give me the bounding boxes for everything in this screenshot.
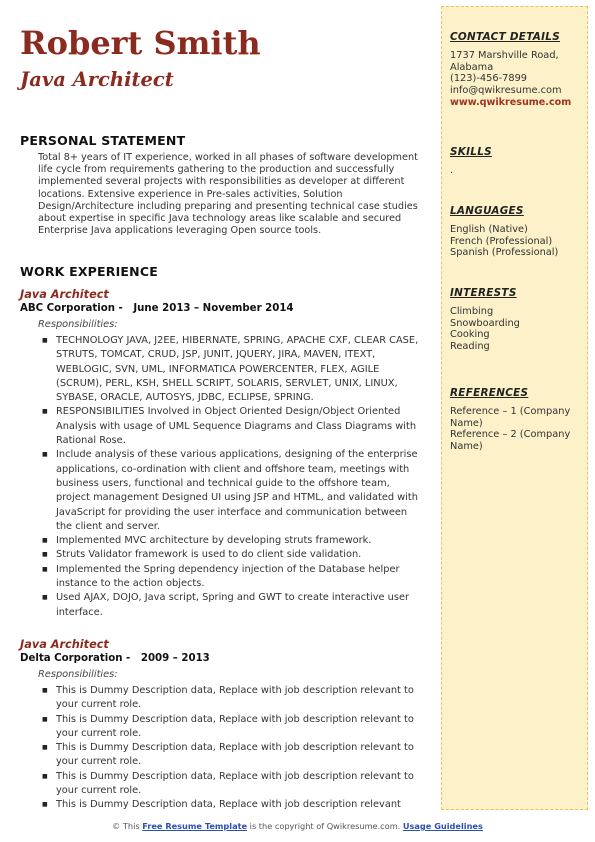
interest-item: Reading	[450, 341, 490, 353]
personal-statement-text: Total 8+ years of IT experience, worked in all phases of software development life cycle from requirements gathering to the production and successfully implemented several projects with responsibilities as developer at different locations. Extensive experience in Pre-sales activities, Solution Design/Architecture including preparing and presenting technical case studies about expertise in specific Java technology areas like scalable and secured Enterprise Java applications leveraging Open source tools.	[38, 152, 418, 237]
footer-prefix: © This	[112, 821, 143, 831]
free-resume-template-link[interactable]: Free Resume Template	[142, 821, 248, 831]
address-line-2: Alabama	[450, 61, 494, 73]
list-item: ■ Implemented MVC architecture by developing struts framework.	[56, 534, 422, 548]
interest-item: Cooking	[450, 329, 490, 341]
footer	[0, 821, 595, 831]
responsibilities-list	[56, 684, 422, 813]
contact-heading: CONTACT DETAILS	[450, 31, 561, 43]
responsibilities-list	[56, 334, 422, 620]
address-line-1: 1737 Marshville Road,	[450, 50, 559, 61]
skills-heading: SKILLS	[450, 146, 492, 158]
list-item: ■ This is Dummy Description data, Replace with job description relevant to your current role.	[56, 684, 422, 713]
responsibilities-label: Responsibilities:	[38, 669, 118, 680]
list-item: ■ RESPONSIBILITIES Involved in Object Oriented Design/Object Oriented Analysis with usage of UML Sequence Diagrams and Class Diagrams with Rational Rose.	[56, 405, 422, 448]
job-title: Java Architect	[20, 288, 109, 301]
interests-heading: INTERESTS	[450, 287, 517, 299]
language-item: Spanish (Professional)	[450, 247, 559, 259]
references-heading: REFERENCES	[450, 387, 529, 399]
list-item: ■ Used AJAX, DOJO, Java script, Spring and GWT to create interactive user interface.	[56, 591, 422, 620]
job-company-dates: Delta Corporation - 2009 – 2013	[20, 653, 210, 664]
list-item: ■ Implemented the Spring dependency injection of the Database helper instance to the action objects.	[56, 563, 422, 592]
reference-item: Reference – 1 (Company Name)	[450, 406, 571, 429]
work-experience-heading: WORK EXPERIENCE	[20, 264, 158, 279]
phone-number: (123)-456-7899	[450, 73, 528, 85]
sidebar	[441, 6, 588, 810]
list-item: ■ TECHNOLOGY JAVA, J2EE, HIBERNATE, SPRING, APACHE CXF, CLEAR CASE, STRUTS, TOMCAT, CRUD, JSP, JUNIT, JQUERY, JIRA, MAVEN, ITEXT, WEBLOGIC, SVN, UML, INFORMATICA POWERCENTER, FLEX, AGILE (SCRUM), PERL, KSH, SHELL SCRIPT, SOLARIS, SERVLET, UNIX, LINUX, SYBASE, ORACLE, AUTOSYS, JDBC, ECLIPSE, SPRING.	[56, 334, 422, 405]
job-company-dates: ABC Corporation - June 2013 – November 2014	[20, 303, 294, 314]
language-item: English (Native)	[450, 224, 528, 235]
list-item: ■ Include analysis of these various applications, designing of the enterprise applications, co-ordination with client and offshore team, meetings with business users, functional and technical guide to the offshore team, project management Designed UI using JSP and HTML, and validated with JavaScript for providing the user interface and communication between the client and server.	[56, 448, 422, 534]
list-item: ■ This is Dummy Description data, Replace with job description relevant to your current role.	[56, 741, 422, 770]
contact-section	[450, 31, 585, 109]
responsibilities-label: Responsibilities:	[38, 319, 118, 330]
list-item: ■ This is Dummy Description data, Replace with job description relevant to your current role.	[56, 713, 422, 742]
job-title: Java Architect	[20, 638, 109, 651]
usage-guidelines-link[interactable]: Usage Guidelines	[402, 821, 483, 831]
list-item: ■ This is Dummy Description data, Replace with job description relevant to your current role.	[56, 770, 422, 799]
website-link[interactable]: www.qwikresume.com	[450, 96, 572, 108]
job-entry	[20, 638, 422, 813]
email-address[interactable]: info@qwikresume.com	[450, 85, 562, 97]
candidate-name: Robert Smith	[20, 24, 261, 62]
footer-copyright-text: is the copyright of Qwikresume.com.	[247, 821, 403, 831]
languages-section	[450, 205, 585, 259]
references-section	[450, 387, 585, 453]
job-entry	[20, 288, 422, 620]
personal-statement-heading: PERSONAL STATEMENT	[20, 133, 186, 148]
candidate-role: Java Architect	[20, 68, 174, 91]
interest-item: Snowboarding	[450, 317, 520, 329]
list-item: ■ This is Dummy Description data, Replace with job description relevant	[56, 798, 422, 812]
interest-item: Climbing	[450, 306, 494, 317]
list-item: ■ Struts Validator framework is used to do client side validation.	[56, 548, 422, 562]
reference-item: Reference – 2 (Company Name)	[450, 429, 571, 453]
skills-section	[450, 146, 585, 177]
language-item: French (Professional)	[450, 235, 553, 247]
languages-heading: LANGUAGES	[450, 205, 524, 217]
interests-section	[450, 287, 585, 353]
skills-text: .	[450, 165, 454, 176]
